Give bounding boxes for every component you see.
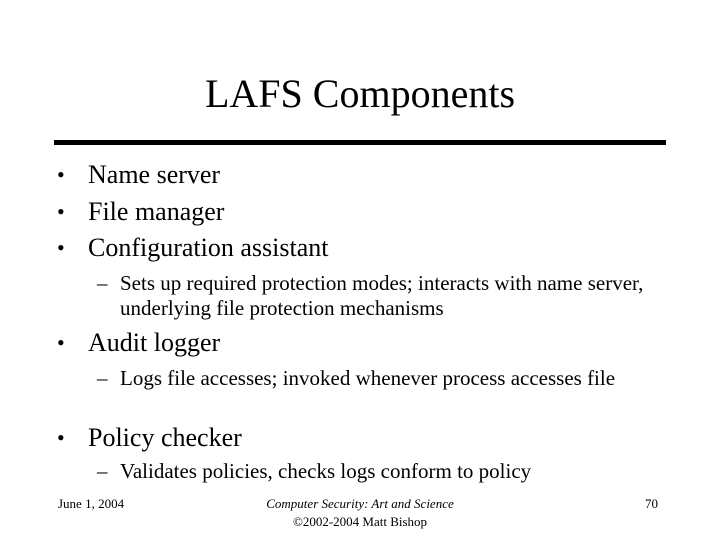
bullet-icon: • (57, 235, 65, 260)
bullet-item (57, 197, 225, 227)
bullet-text: Policy checker (88, 423, 242, 452)
footer-center (210, 495, 510, 531)
dash-icon: – (97, 366, 108, 390)
dash-icon: – (97, 459, 108, 483)
bullet-item (57, 328, 221, 358)
bullet-text: Configuration assistant (88, 233, 329, 262)
footer-date: June 1, 2004 (58, 496, 125, 511)
sub-bullet-item (97, 271, 680, 321)
footer-copyright: ©2002-2004 Matt Bishop (292, 514, 428, 529)
bullet-icon: • (57, 330, 65, 355)
dash-icon: – (97, 271, 108, 295)
bullet-item (57, 423, 242, 453)
bullet-item (57, 233, 329, 263)
bullet-icon: • (57, 162, 65, 187)
bullet-text: Audit logger (88, 328, 221, 357)
bullet-text: File manager (88, 197, 225, 226)
bullet-icon: • (57, 199, 65, 224)
slide-title: LAFS Components (204, 71, 516, 116)
sub-bullet-item (97, 459, 680, 484)
sub-bullet-text: Sets up required protection modes; interacts with name server, underlying file protection mechanisms (120, 271, 644, 320)
bullet-icon: • (57, 425, 65, 450)
sub-bullet-item (97, 366, 680, 391)
sub-bullet-text: Logs file accesses; invoked whenever process accesses file (120, 366, 616, 390)
bullet-item (57, 160, 221, 190)
bullet-text: Name server (88, 160, 221, 189)
sub-bullet-text: Validates policies, checks logs conform to policy (120, 459, 532, 483)
title-divider (54, 140, 666, 145)
footer-course: Computer Security: Art and Science (266, 496, 454, 511)
page-number: 70 (645, 496, 658, 511)
